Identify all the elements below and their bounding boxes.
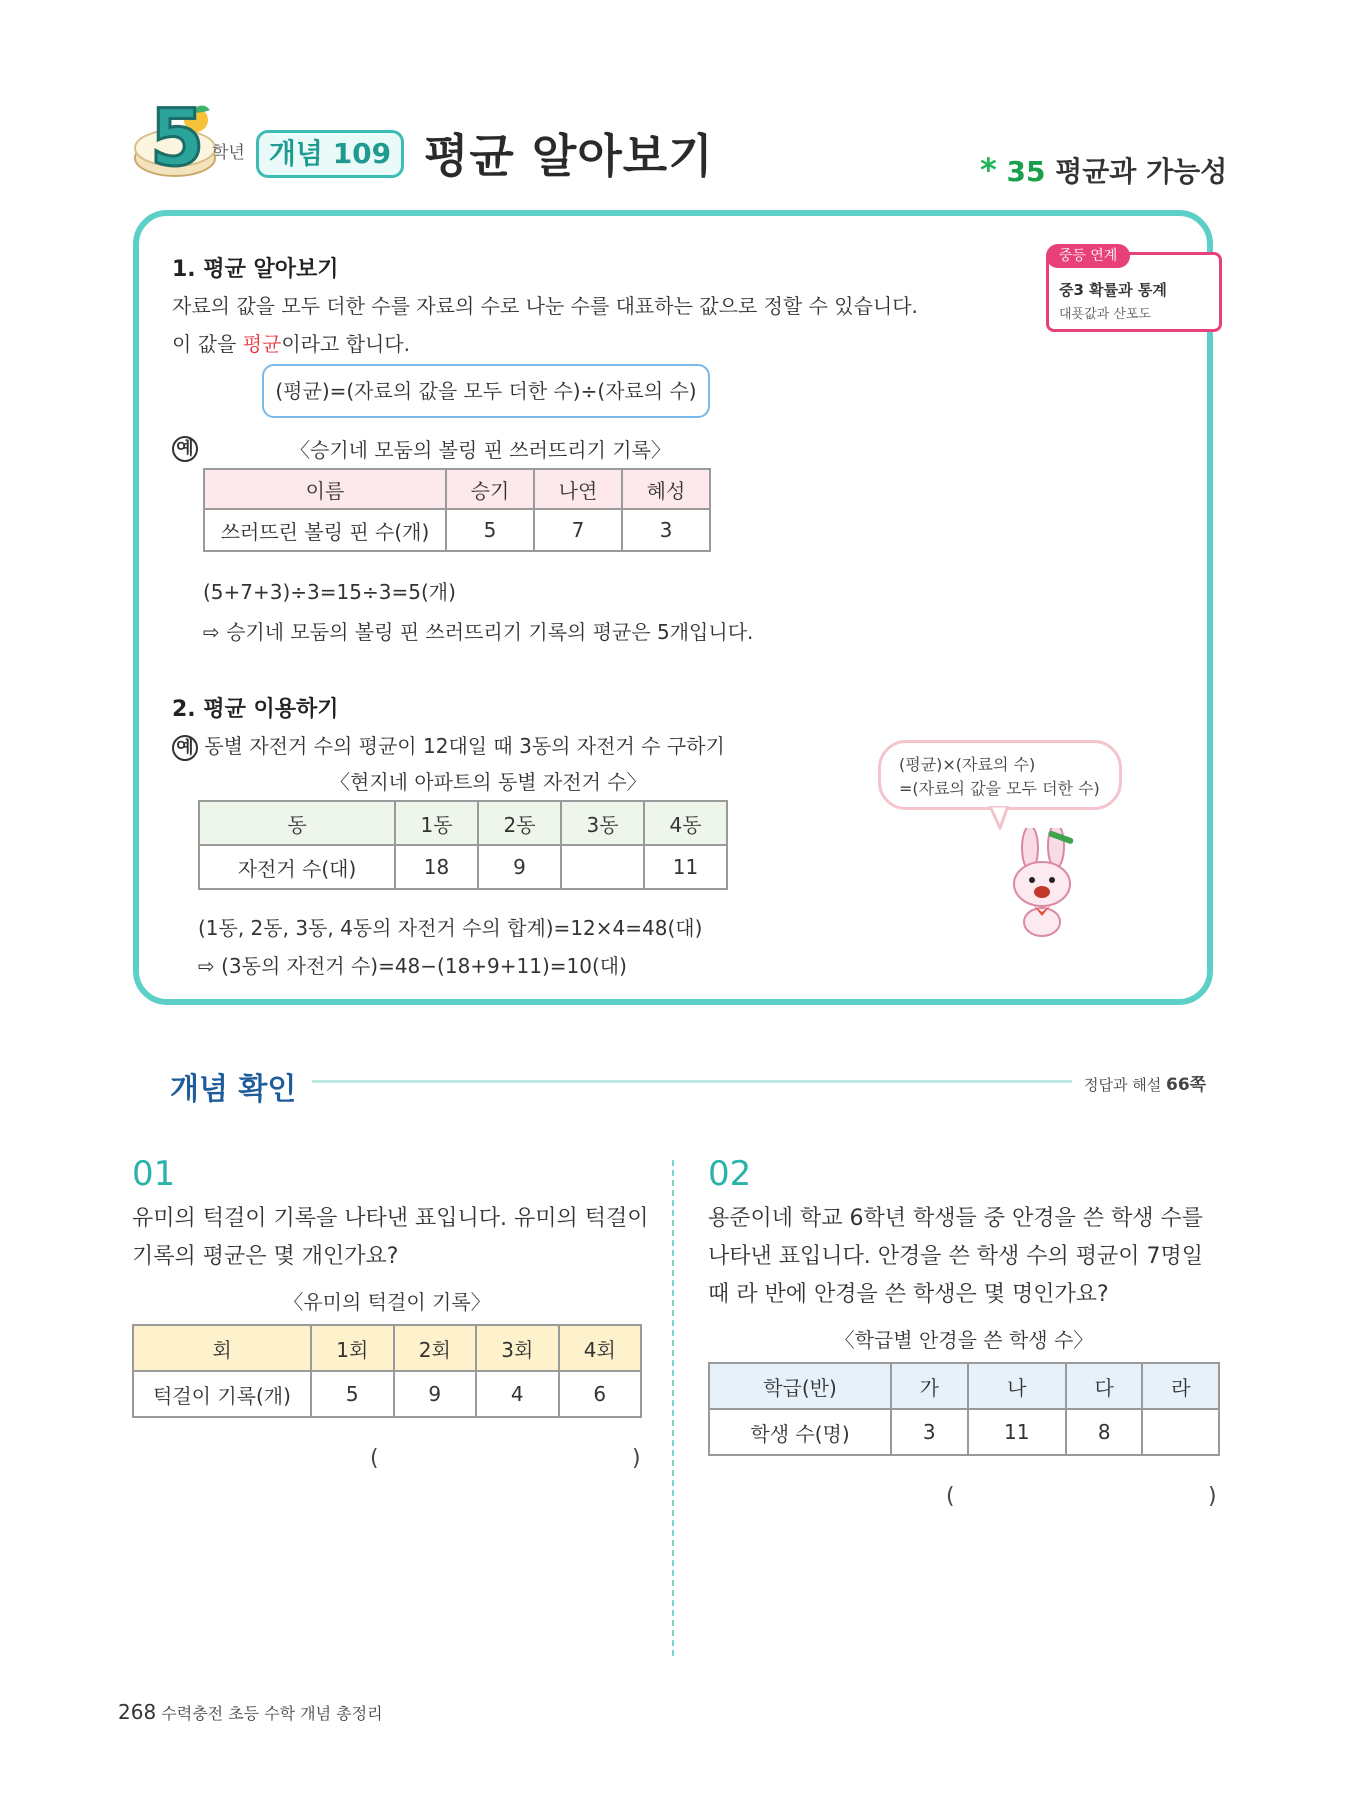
section1-calc: (5+7+3)÷3=15÷3=5(개) [203, 580, 456, 604]
answer1-paren-close: ) [632, 1446, 641, 1471]
section1-title: 1. 평균 알아보기 [172, 257, 339, 282]
table-cell: 7 [534, 509, 622, 551]
table-cell: 4회 [559, 1325, 642, 1371]
table-cell: 학생 수(명) [709, 1409, 891, 1455]
table-cell: 2동 [478, 801, 561, 845]
line2-post: 이라고 합니다. [281, 332, 410, 356]
section2-example-text: 동별 자전거 수의 평균이 12대일 때 3동의 자전거 수 구하기 [204, 734, 725, 758]
question2-line3: 때 라 반에 안경을 쓴 학생은 몇 명인가요? [708, 1282, 1109, 1307]
table-cell: 6 [559, 1371, 642, 1417]
table-cell: 쓰러뜨린 볼링 핀 수(개) [204, 509, 446, 551]
table-cell: 턱걸이 기록(개) [133, 1371, 311, 1417]
reference-number: 35 [1006, 155, 1046, 188]
highlight-term: 평균 [242, 332, 282, 356]
table-cell: 승기 [446, 469, 534, 509]
question1-text [132, 1200, 649, 1276]
section2-example [172, 730, 725, 761]
table-cell: 11 [968, 1409, 1066, 1455]
table-cell [561, 845, 644, 889]
table-cell: 회 [133, 1325, 311, 1371]
table-cell: 3회 [476, 1325, 559, 1371]
page-footer [118, 1700, 383, 1724]
example-mark [172, 436, 198, 462]
question2-line2: 나타낸 표입니다. 안경을 쓴 학생 수의 평균이 7명일 [708, 1244, 1203, 1269]
question2-number: 02 [708, 1154, 752, 1194]
table-cell: 혜성 [622, 469, 710, 509]
rabbit-icon [990, 828, 1090, 938]
answer-ref-page: 66쪽 [1166, 1075, 1207, 1095]
table-cell: 이름 [204, 469, 446, 509]
section2-title: 2. 평균 이용하기 [172, 697, 339, 722]
table-cell [1142, 1409, 1219, 1455]
section2-calc1: (1동, 2동, 3동, 4동의 자전거 수의 합계)=12×4=48(대) [198, 916, 703, 940]
table-cell: 5 [311, 1371, 394, 1417]
question1-caption: 〈유미의 턱걸이 기록〉 [283, 1290, 491, 1314]
table-cell: 동 [199, 801, 395, 845]
table-row [204, 509, 710, 551]
table2-caption: 〈현지네 아파트의 동별 자전거 수〉 [330, 770, 647, 794]
book-title: 수력충전 초등 수학 개념 총정리 [161, 1704, 383, 1723]
section1-line2 [172, 328, 410, 357]
table-cell: 18 [395, 845, 478, 889]
table-cell: 5 [446, 509, 534, 551]
question2-text [708, 1200, 1203, 1314]
table-cell: 1동 [395, 801, 478, 845]
question1-number: 01 [132, 1154, 176, 1194]
question2-line1: 용준이네 학교 6학년 학생들 중 안경을 쓴 학생 수를 [708, 1206, 1203, 1231]
table-cell: 3동 [561, 801, 644, 845]
answer2-field[interactable] [960, 1480, 1200, 1512]
section1-conclusion: ⇨ 승기네 모둠의 볼링 핀 쓰러뜨리기 기록의 평균은 5개입니다. [203, 620, 754, 644]
concept-check-title: 개념 확인 [170, 1072, 297, 1107]
answer2-paren-close: ) [1208, 1484, 1217, 1509]
table-cell: 3 [622, 509, 710, 551]
pullup-table [132, 1324, 642, 1418]
link-tag: 중등 연계 [1046, 244, 1130, 268]
grade-word: 학년 [212, 143, 245, 163]
answer-reference [1084, 1070, 1206, 1095]
table-header-row [709, 1363, 1219, 1409]
bicycle-table [198, 800, 728, 890]
table-cell: 자전거 수(대) [199, 845, 395, 889]
grade-number: 5 [150, 94, 205, 184]
table-cell: 1회 [311, 1325, 394, 1371]
table-cell: 9 [394, 1371, 477, 1417]
table-cell: 4동 [644, 801, 727, 845]
answer1-field[interactable] [384, 1442, 624, 1474]
glasses-table [708, 1362, 1220, 1456]
table-cell: 다 [1066, 1363, 1143, 1409]
table-cell: 2회 [394, 1325, 477, 1371]
bubble-line1: (평균)×(자료의 수) [899, 755, 1036, 774]
table-cell: 학급(반) [709, 1363, 891, 1409]
formula-box: (평균)=(자료의 값을 모두 더한 수)÷(자료의 수) [262, 364, 710, 418]
question1-line2: 기록의 평균은 몇 개인가요? [132, 1244, 399, 1269]
table-cell: 나 [968, 1363, 1066, 1409]
table-header-row [133, 1325, 641, 1371]
table-cell: 나연 [534, 469, 622, 509]
reference-topic [980, 150, 1227, 190]
table-row [133, 1371, 641, 1417]
table-header-row [204, 469, 710, 509]
answer-ref-label: 정답과 해설 [1084, 1076, 1166, 1094]
bowling-table [203, 468, 711, 552]
table-row [199, 845, 727, 889]
section2-calc2: ⇨ (3동의 자전거 수)=48−(18+9+11)=10(대) [198, 954, 627, 978]
example-mark-label: 예 [172, 735, 198, 761]
table-cell: 라 [1142, 1363, 1219, 1409]
table-cell: 11 [644, 845, 727, 889]
table1-caption: 〈승기네 모둠의 볼링 핀 쓰러뜨리기 기록〉 [290, 438, 671, 462]
table-cell: 8 [1066, 1409, 1143, 1455]
table-header-row [199, 801, 727, 845]
table-cell: 가 [891, 1363, 968, 1409]
line2-pre: 이 값을 [172, 332, 243, 356]
link-title: 중3 확률과 통계 [1059, 281, 1167, 299]
column-divider [672, 1160, 674, 1656]
question1-line1: 유미의 턱걸이 기록을 나타낸 표입니다. 유미의 턱걸이 [132, 1206, 649, 1231]
divider-line [312, 1080, 1072, 1083]
example-mark-label: 예 [172, 436, 198, 462]
question2-caption: 〈학급별 안경을 쓴 학생 수〉 [834, 1328, 1094, 1352]
table-cell: 9 [478, 845, 561, 889]
section1-line1: 자료의 값을 모두 더한 수를 자료의 수로 나눈 수를 대표하는 값으로 정할 수 있습니다. [172, 294, 918, 318]
page-title: 평균 알아보기 [424, 129, 714, 183]
link-subtitle: 대푯값과 산포도 [1059, 307, 1152, 322]
bubble-tail-icon [988, 806, 1012, 830]
table-row [709, 1409, 1219, 1455]
answer2-paren-open: ( [946, 1484, 955, 1509]
bubble-line2: =(자료의 값을 모두 더한 수) [899, 779, 1100, 798]
answer1-paren-open: ( [370, 1446, 379, 1471]
concept-number-badge: 개념 109 [256, 130, 404, 178]
table-cell: 4 [476, 1371, 559, 1417]
table-cell: 3 [891, 1409, 968, 1455]
star-icon: * [980, 151, 997, 189]
reference-label: 평균과 가능성 [1055, 155, 1228, 188]
speech-bubble [878, 740, 1122, 810]
page-number: 268 [118, 1700, 157, 1724]
